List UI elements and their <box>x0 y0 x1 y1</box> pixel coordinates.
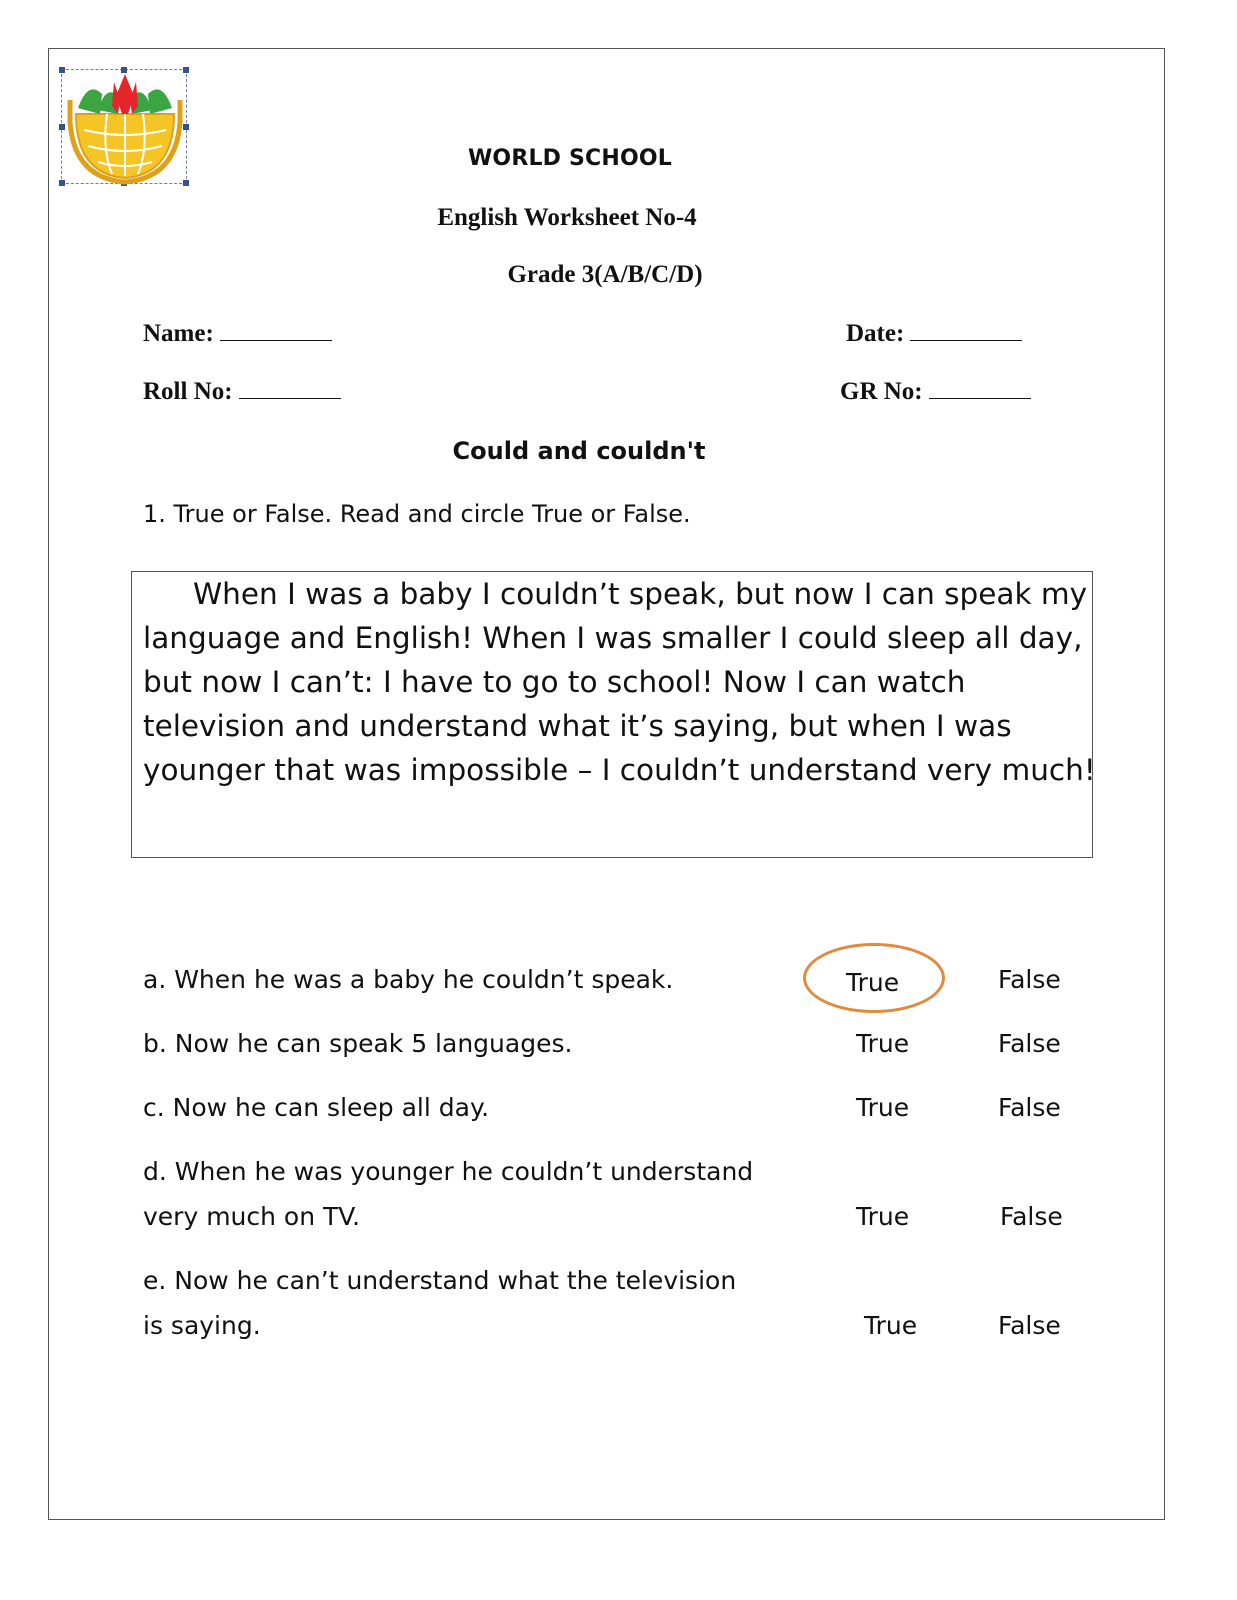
topic-heading: Could and couldn't <box>452 437 706 465</box>
question-e-line2: is saying. <box>143 1311 261 1340</box>
option-true-d[interactable]: True <box>856 1202 910 1231</box>
passage-line: language and English! When I was smaller I could sleep all day, <box>143 621 1083 655</box>
name-field <box>143 318 332 348</box>
option-false-b[interactable]: False <box>998 1029 1061 1058</box>
gr-field <box>840 376 1031 406</box>
passage-line: television and understand what it’s saying, but when I was <box>143 709 1012 743</box>
option-false-d[interactable]: False <box>1000 1202 1063 1231</box>
option-false-e[interactable]: False <box>998 1311 1061 1340</box>
option-true-b[interactable]: True <box>856 1029 910 1058</box>
worksheet-title: English Worksheet No-4 <box>437 204 697 231</box>
gr-blank[interactable] <box>929 376 1031 399</box>
option-true-e[interactable]: True <box>864 1311 918 1340</box>
option-true-a[interactable]: True <box>846 968 900 997</box>
question-e-line1: e. Now he can’t understand what the television <box>143 1266 737 1295</box>
name-label: Name: <box>143 320 214 347</box>
question-c: c. Now he can sleep all day. <box>143 1093 490 1122</box>
option-false-c[interactable]: False <box>998 1093 1061 1122</box>
option-false-a[interactable]: False <box>998 965 1061 994</box>
date-label: Date: <box>846 320 905 347</box>
date-blank[interactable] <box>910 318 1022 341</box>
grade-label: Grade 3(A/B/C/D) <box>507 261 703 288</box>
passage-line: younger that was impossible – I couldn’t understand very much! <box>143 753 1096 787</box>
option-true-c[interactable]: True <box>856 1093 910 1122</box>
question-a: a. When he was a baby he couldn’t speak. <box>143 965 674 994</box>
passage-line: When I was a baby I couldn’t speak, but now I can speak my <box>193 577 1088 611</box>
gr-label: GR No: <box>840 378 923 405</box>
date-field <box>846 318 1022 348</box>
instruction-text: 1. True or False. Read and circle True or False. <box>143 500 691 528</box>
answer-circle-mark <box>803 943 945 1013</box>
question-d-line1: d. When he was younger he couldn’t understand <box>143 1157 754 1186</box>
roll-label: Roll No: <box>143 378 233 405</box>
name-blank[interactable] <box>220 318 332 341</box>
passage-line: but now I can’t: I have to go to school! Now I can watch <box>143 665 966 699</box>
roll-field <box>143 376 341 406</box>
question-b: b. Now he can speak 5 languages. <box>143 1029 573 1058</box>
roll-blank[interactable] <box>239 376 341 399</box>
question-d-line2: very much on TV. <box>143 1202 361 1231</box>
school-name: WORLD SCHOOL <box>467 146 673 171</box>
